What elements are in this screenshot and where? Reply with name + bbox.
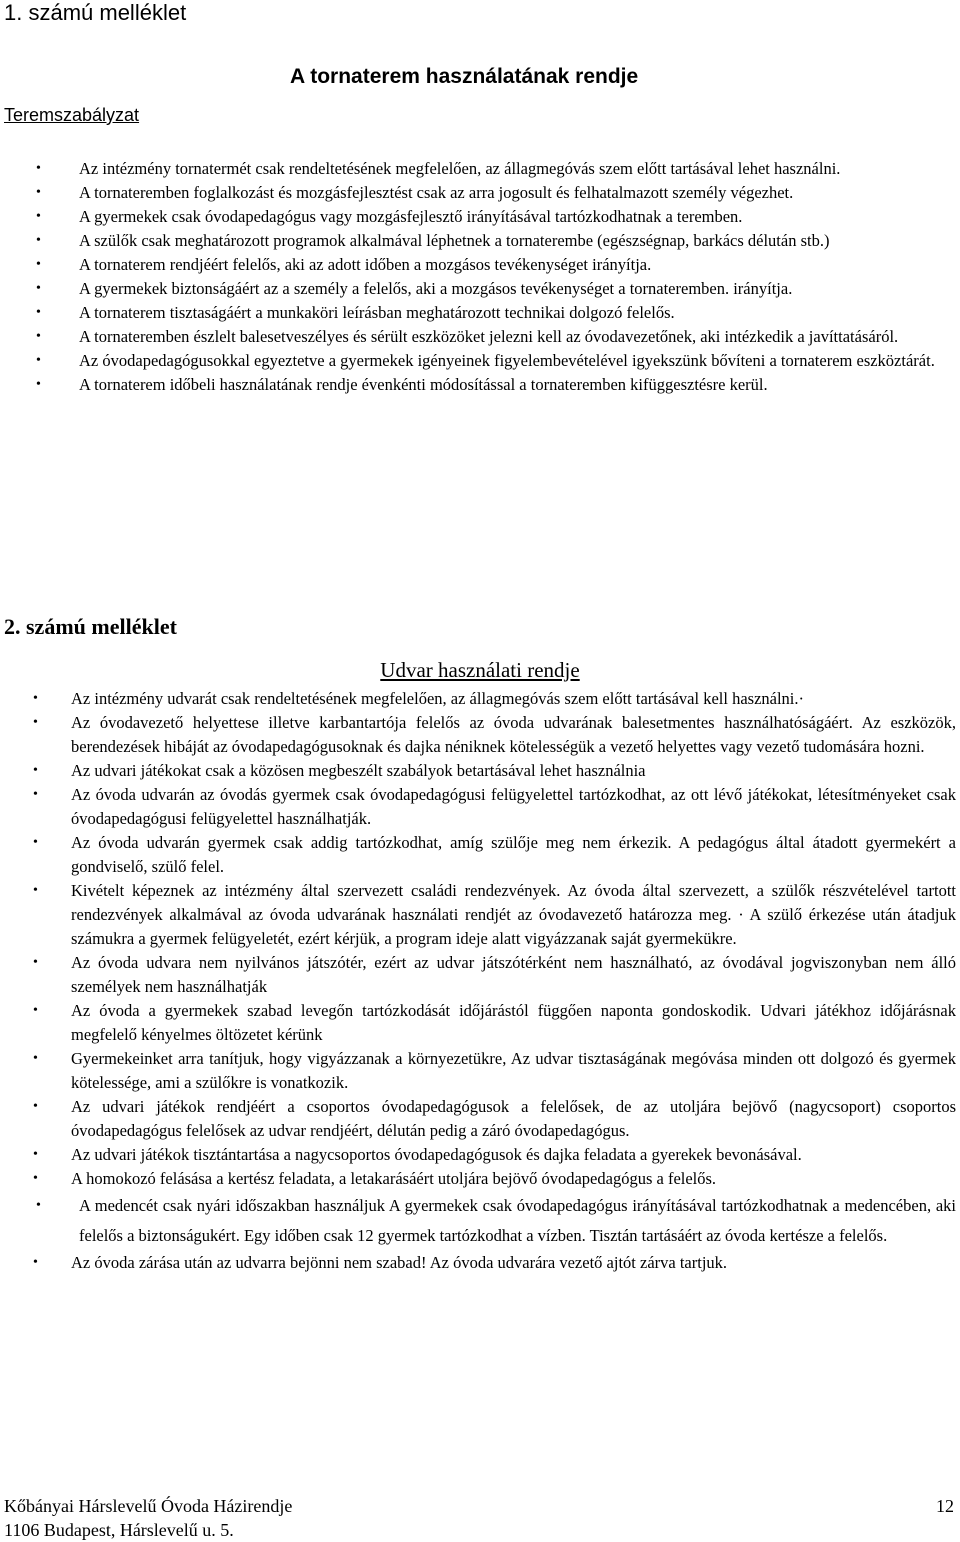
bullet-icon: • [33, 1147, 38, 1162]
rule-text: Az óvoda zárása után az udvarra bejönni nem szabad! Az óvoda udvarára vezető ajtót zárva tartjuk. [71, 1253, 728, 1272]
list-item [0, 687, 960, 711]
bullet-icon: • [36, 161, 41, 176]
bullet-icon: • [33, 763, 38, 778]
list-item [0, 349, 960, 373]
bullet-icon: • [33, 691, 38, 706]
list-item [0, 879, 960, 951]
rule-text: Az óvoda udvarán az óvodás gyermek csak óvodapedagógusi felügyelettel tartózkodhat, az ott lévő játékokat, létesítményeket csak óvodapedagógusi felügyelettel használhatják. [71, 785, 956, 828]
list-item [0, 253, 960, 277]
rule-text: Az óvoda udvara nem nyilvános játszótér, ezért az udvar játszótérként nem használható, az óvodával jogviszonyban nem álló személyek nem használhatják [71, 953, 956, 996]
bullet-icon: • [33, 715, 38, 730]
rule-text: A tornaterem tisztaságáért a munkaköri leírásban meghatározott technikai dolgozó felelős. [79, 303, 675, 322]
rule-text: A tornateremben foglalkozást és mozgásfejlesztést csak az arra jogosult és felhatalmazott személy végezhet. [79, 183, 794, 202]
bullet-icon: • [36, 185, 41, 200]
bullet-icon: • [33, 1255, 38, 1270]
list-item [0, 277, 960, 301]
annex1-label: Teremszabályzat [4, 105, 140, 125]
rule-text: A gyermekek csak óvodapedagógus vagy mozgásfejlesztő irányításával tartózkodhatnak a teremben. [79, 207, 743, 226]
bullet-icon: • [33, 883, 38, 898]
list-item [0, 373, 960, 397]
list-item [0, 951, 960, 999]
list-item [0, 711, 960, 759]
rule-text: A tornaterem időbeli használatának rendje évenkénti módosítással a tornateremben kifüggesztésre kerül. [79, 375, 768, 394]
rule-text: A tornaterem rendjéért felelős, aki az adott időben a mozgásos tevékenységet irányítja. [79, 255, 652, 274]
rule-text: Az udvari játékokat csak a közösen megbeszélt szabályok betartásával lehet használnia [71, 761, 646, 780]
list-item [0, 229, 960, 253]
page-footer [4, 1494, 292, 1542]
list-item [0, 325, 960, 349]
bullet-icon: • [33, 835, 38, 850]
list-item [0, 1191, 960, 1251]
list-item [0, 1047, 960, 1095]
bullet-icon: • [36, 353, 41, 368]
rule-text: A szülők csak meghatározott programok alkalmával léphetnek a tornaterembe (egészségnap, barkács délután stb.) [79, 231, 830, 250]
rule-text: A tornateremben észlelt balesetveszélyes és sérült eszközöket jelezni kell az óvodavezetőnek, aki intézkedik a javíttatásáról. [79, 327, 899, 346]
list-item [0, 1095, 960, 1143]
bullet-icon: • [36, 305, 41, 320]
list-item [0, 1143, 960, 1167]
bullet-icon: • [33, 1171, 38, 1186]
rule-text: Az intézmény udvarát csak rendeltetésének megfelelően, az állagmegóvás szem előtt tartásával kell használni.· [71, 689, 805, 708]
list-item [0, 1251, 960, 1275]
list-item [0, 205, 960, 229]
list-item [0, 1167, 960, 1191]
rule-text: A medencét csak nyári időszakban használjuk A gyermekek csak óvodapedagógus irányításával tartózkodhatnak a medencében, aki felelős a biztonságukért. Egy időben csak 12 gyermek tartózkodhat a vízben. Tisztán tartásáért az óvoda kertésze a felelős. [79, 1196, 956, 1245]
bullet-icon: • [36, 209, 41, 224]
rule-text: Az óvodavezető helyettese illetve karbantartója felelős az óvoda udvarának balesetmentes használhatóságáért. Az eszközök, berendezések hibáját az óvodapedagógusoknak és dajka néniknek kötelességük a vezető helyettes vagy vezető tudomására hozni. [71, 713, 956, 756]
rule-text: Gyermekeinket arra tanítjuk, hogy vigyázzanak a környezetükre, Az udvar tisztaságának megóvása minden ott dolgozó és gyermek kötelessége, ami a szülőkre is vonatkozik. [71, 1049, 956, 1092]
rule-text: A homokozó felásása a kertész feladata, a letakarásáért utoljára bejövő óvodapedagógus a felelős. [71, 1169, 717, 1188]
bullet-icon: • [36, 377, 41, 392]
list-item [0, 831, 960, 879]
list-item [0, 759, 960, 783]
list-item [0, 999, 960, 1047]
bullet-icon: • [33, 1051, 38, 1066]
rule-text: Az óvodapedagógusokkal egyeztetve a gyermekek igényeinek figyelembevételével igyekszünk bővíteni a tornaterem eszköztárát. [79, 351, 935, 370]
list-item [0, 181, 960, 205]
bullet-icon: • [36, 329, 41, 344]
bullet-icon: • [36, 1198, 41, 1213]
bullet-icon: • [36, 257, 41, 272]
annex2-heading: 2. számú melléklet [4, 614, 177, 639]
page-number: 12 [936, 1496, 954, 1516]
rule-text: Az óvoda udvarán gyermek csak addig tartózkodhat, amíg szülője meg nem érkezik. A pedagógus által átadott gyermekért a gondviselő, szülő felel. [71, 833, 956, 876]
bullet-icon: • [36, 281, 41, 296]
annex2-rules-list [0, 687, 960, 1275]
bullet-icon: • [33, 1003, 38, 1018]
bullet-icon: • [33, 955, 38, 970]
annex1-title: A tornaterem használatának rendje [290, 65, 639, 88]
annex1-heading: 1. számú melléklet [4, 0, 187, 25]
rule-text: Az udvari játékok rendjéért a csoportos óvodapedagógusok a felelősek, de az utoljára bejövő (nagycsoport) csoportos óvodapedagógus felelősek az udvar rendjéért, délután pedig a záró óvodapedagógus. [71, 1097, 956, 1140]
rule-text: Az óvoda a gyermekek szabad levegőn tartózkodását időjárástól függően naponta gondoskodik. Udvari játékhoz időjárásnak megfelelő kényelmes öltözetet kérünk [71, 1001, 956, 1044]
footer-address: 1106 Budapest, Hárslevelű u. 5. [4, 1520, 234, 1540]
list-item [0, 157, 960, 181]
rule-text: Kivételt képeznek az intézmény által szervezett családi rendezvények. Az óvoda által szervezett, a szülők részvételével tartott rendezvények alkalmával az óvoda udvarának használati rendjét az óvodavezető határozza meg. · A szülő érkezése után átadjuk számukra a gyermek felügyeletét, ezért kérjük, a program ideje alatt vigyázzanak saját gyermekükre. [71, 881, 956, 948]
bullet-icon: • [36, 233, 41, 248]
bullet-icon: • [33, 787, 38, 802]
rule-text: Az udvari játékok tisztántartása a nagycsoportos óvodapedagógusok és dajka feladata a gyerekek bevonásával. [71, 1145, 802, 1164]
list-item [0, 783, 960, 831]
rule-text: Az intézmény tornatermét csak rendeltetésének megfelelően, az állagmegóvás szem előtt tartásával lehet használni. [79, 159, 841, 178]
bullet-icon: • [33, 1099, 38, 1114]
annex2-title: Udvar használati rendje [380, 658, 580, 682]
footer-institution: Kőbányai Hárslevelű Óvoda Házirendje [4, 1496, 293, 1516]
list-item [0, 301, 960, 325]
annex1-rules-list [0, 157, 960, 397]
rule-text: A gyermekek biztonságáért az a személy a felelős, aki a mozgásos tevékenységet a tornateremben. irányítja. [79, 279, 793, 298]
